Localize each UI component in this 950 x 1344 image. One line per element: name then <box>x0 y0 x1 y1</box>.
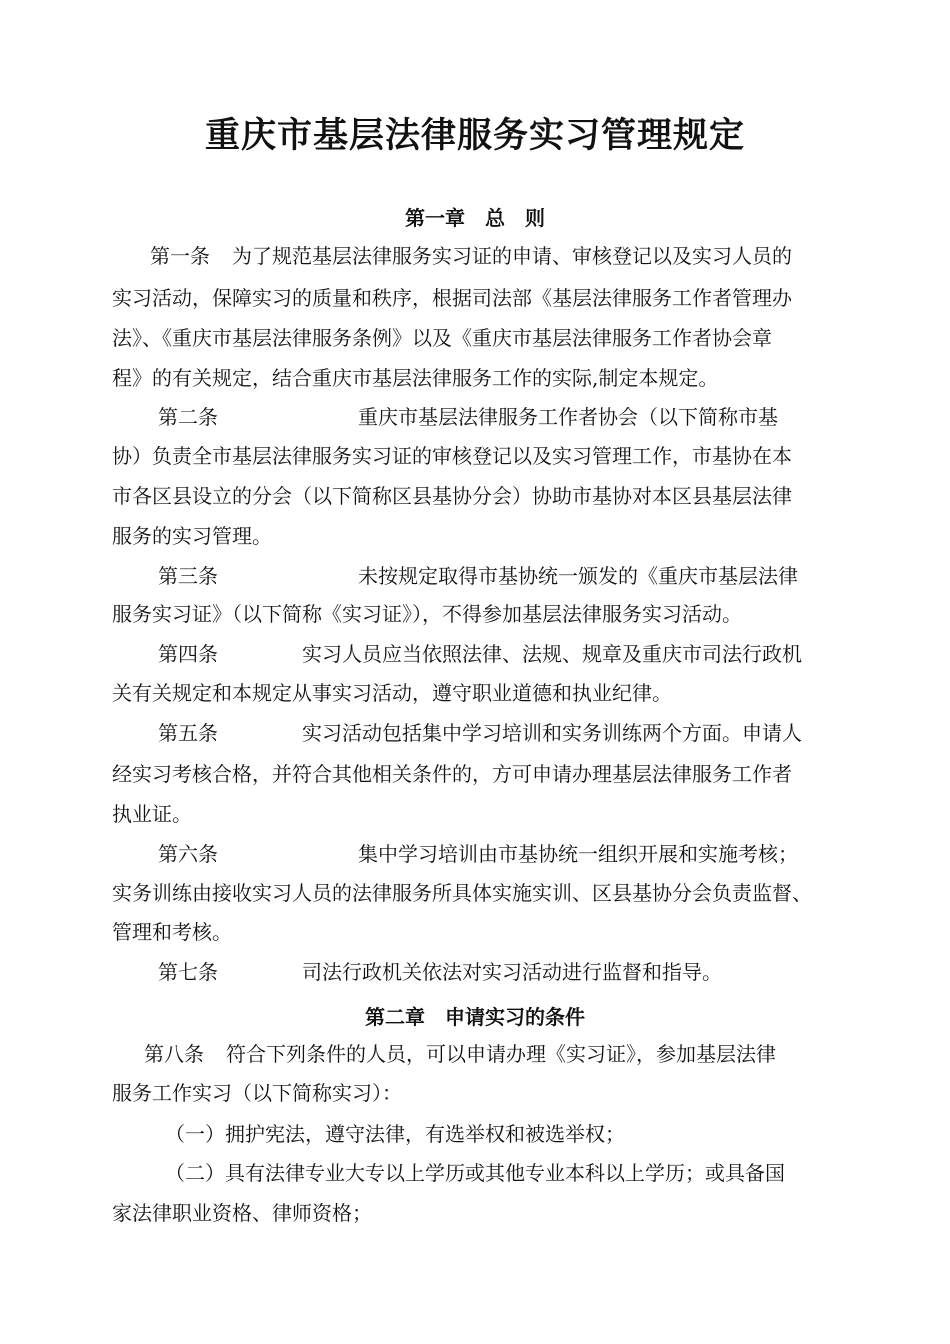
article-3-line-1 <box>158 562 798 590</box>
chapter-2-heading: 第二章 申请实习的条件 <box>365 1005 585 1029</box>
article-7-line-1 <box>158 958 722 986</box>
article-8-label: 第八条 <box>144 1042 204 1066</box>
article-8-text-1: 符合下列条件的人员，可以申请办理《实习证》，参加基层法律 <box>226 1042 776 1066</box>
article-4-line-2: 关有关规定和本规定从事实习活动，遵守职业道德和执业纪律。 <box>112 681 672 705</box>
article-5-label: 第五条 <box>158 721 218 745</box>
article-1-line-3: 法》、《重庆市基层法律服务条例》以及《重庆市基层法律服务工作者协会章 <box>112 326 772 350</box>
article-1-text-1: 为了规范基层法律服务实习证的申请、审核登记以及实习人员的 <box>232 244 792 268</box>
article-1-line-1 <box>150 242 792 270</box>
article-7-text-1: 司法行政机关依法对实习活动进行监督和指导。 <box>302 960 722 984</box>
article-1-line-4: 程》的有关规定，结合重庆市基层法律服务工作的实际,制定本规定。 <box>112 366 719 390</box>
article-3-text-1: 未按规定取得市基协统一颁发的《重庆市基层法律 <box>358 564 798 588</box>
article-5-text-1: 实习活动包括集中学习培训和实务训练两个方面。申请人 <box>302 721 802 745</box>
article-2-line-1 <box>158 403 778 431</box>
chapter-1-heading: 第一章 总 则 <box>405 206 545 230</box>
article-4-line-1 <box>158 640 802 668</box>
article-5-line-3: 执业证。 <box>112 802 192 826</box>
article-3-line-2: 服务实习证》（以下简称《实习证》），不得参加基层法律服务实习活动。 <box>112 602 742 626</box>
article-6-line-2: 实务训练由接收实习人员的法律服务所具体实施实训、区县基协分会负责监督、 <box>112 881 812 905</box>
item-1-line-1: （一）拥护宪法，遵守法律，有选举权和被选举权； <box>165 1122 625 1146</box>
article-2-line-3: 市各区县设立的分会（以下简称区县基协分会）协助市基协对本区县基层法律 <box>112 484 792 508</box>
article-6-text-1: 集中学习培训由市基协统一组织开展和实施考核； <box>358 842 798 866</box>
article-7-label: 第七条 <box>158 960 218 984</box>
article-3-label: 第三条 <box>158 564 218 588</box>
article-2-label: 第二条 <box>158 405 218 429</box>
article-1-line-2: 实习活动，保障实习的质量和秩序，根据司法部《基层法律服务工作者管理办 <box>112 286 792 310</box>
document-title: 重庆市基层法律服务实习管理规定 <box>204 116 745 156</box>
article-8-line-1 <box>144 1040 776 1068</box>
article-1-label: 第一条 <box>150 244 210 268</box>
article-2-line-2: 协）负责全市基层法律服务实习证的审核登记以及实习管理工作，市基协在本 <box>112 444 792 468</box>
article-2-line-4: 服务的实习管理。 <box>112 524 272 548</box>
article-8-line-2: 服务工作实习（以下简称实习）： <box>112 1081 402 1105</box>
article-4-text-1: 实习人员应当依照法律、法规、规章及重庆市司法行政机 <box>302 642 802 666</box>
article-6-label: 第六条 <box>158 842 218 866</box>
article-5-line-1 <box>158 719 802 747</box>
article-6-line-1 <box>158 840 798 868</box>
article-6-line-3: 管理和考核。 <box>112 920 232 944</box>
article-4-label: 第四条 <box>158 642 218 666</box>
article-5-line-2: 经实习考核合格，并符合其他相关条件的，方可申请办理基层法律服务工作者 <box>112 762 792 786</box>
article-2-text-1: 重庆市基层法律服务工作者协会（以下简称市基 <box>358 405 778 429</box>
item-2-line-1: （二）具有法律专业大专以上学历或其他专业本科以上学历；或具备国 <box>165 1161 785 1185</box>
item-2-line-2: 家法律职业资格、律师资格； <box>112 1201 372 1225</box>
